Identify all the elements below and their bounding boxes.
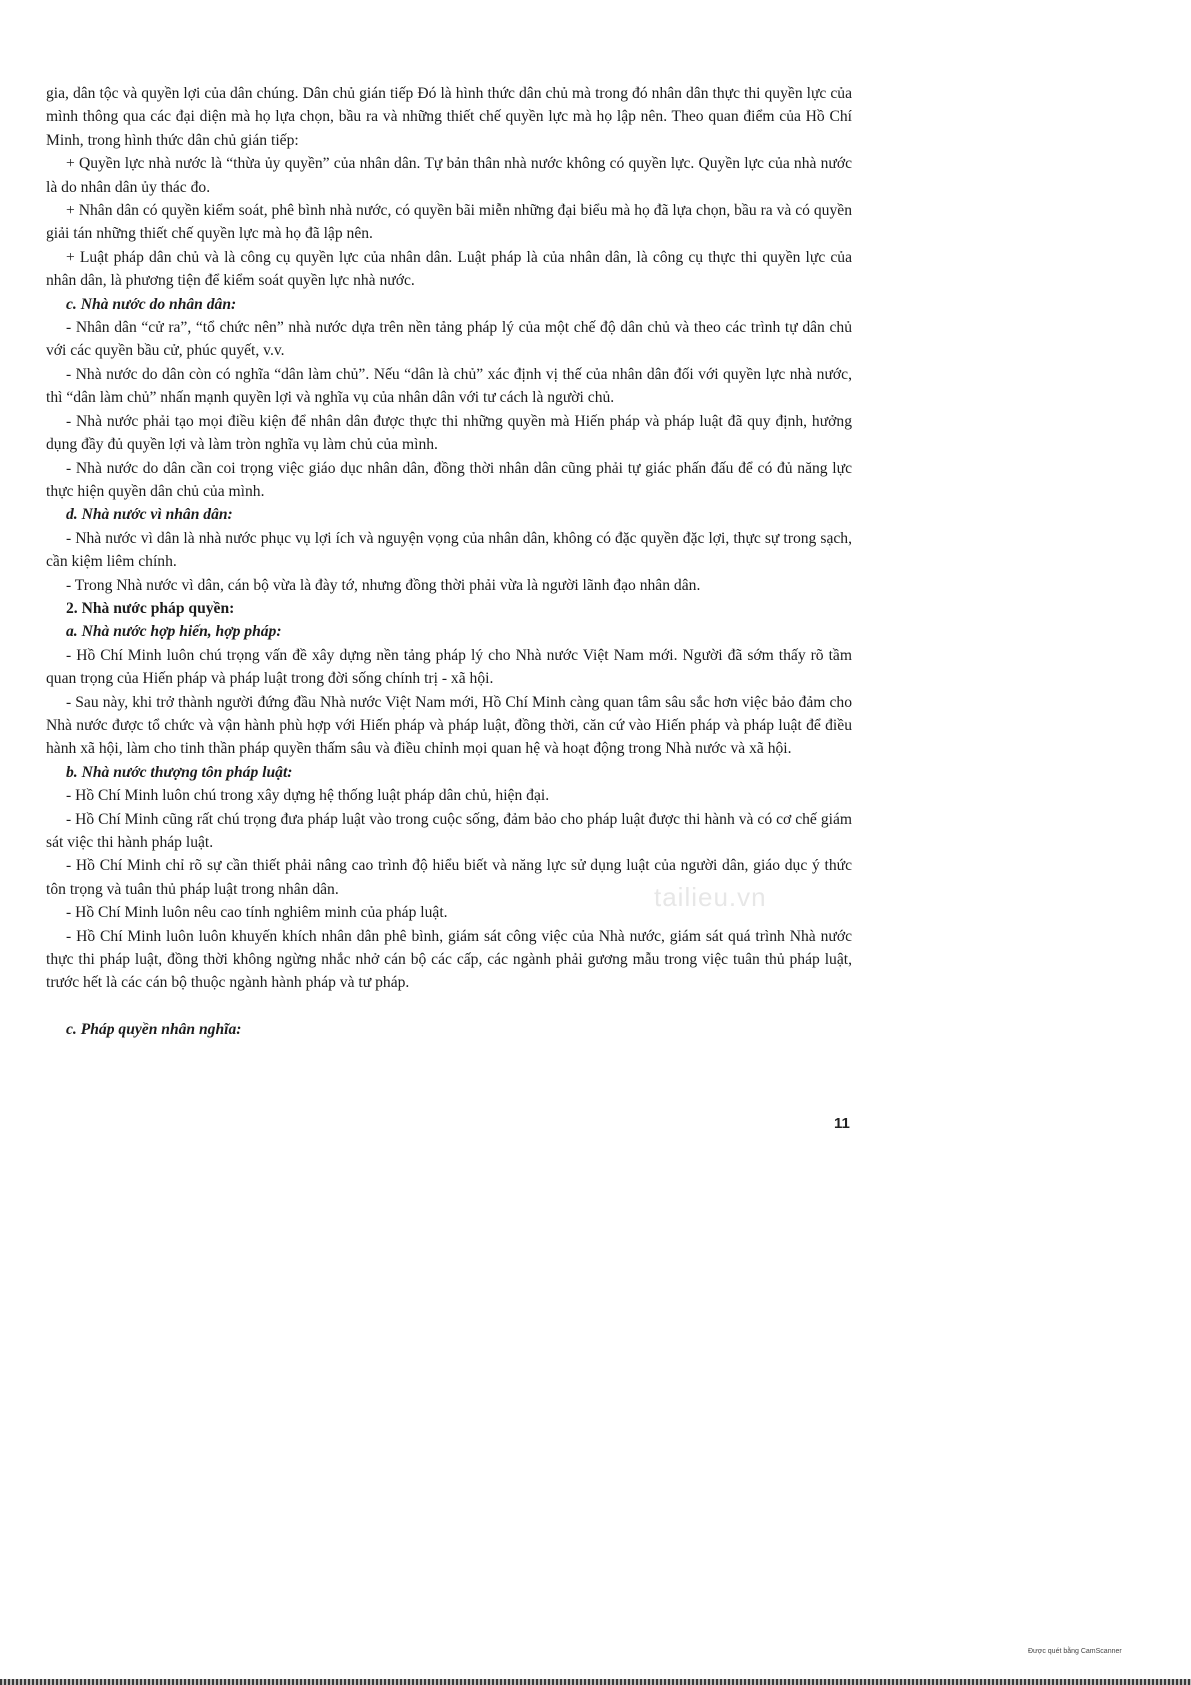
paragraph: - Nhân dân “cử ra”, “tổ chức nên” nhà nước dựa trên nền tảng pháp lý của một chế độ dân chủ và theo các trình tự dân chủ với các quyền bầu cử, phúc quyết, v.v. — [46, 319, 852, 360]
paragraph: - Hồ Chí Minh luôn chú trong xây dựng hệ thống luật pháp dân chủ, hiện đại. — [66, 787, 550, 805]
paragraph: + Quyền lực nhà nước là “thừa ủy quyền” của nhân dân. Tự bản thân nhà nước không có quyền lực. Quyền lực của nhà nước là do nhân dân ủy thác đo. — [46, 155, 852, 196]
paragraph: + Nhân dân có quyền kiểm soát, phê bình nhà nước, có quyền bãi miễn những đại biểu mà họ đã lựa chọn, bầu ra và có quyền giải tán những thiết chế quyền lực mà họ đã lập nên. — [46, 202, 852, 243]
page-number: 11 — [834, 1115, 850, 1132]
paragraph: - Hồ Chí Minh luôn chú trọng vấn đề xây dựng nền tảng pháp lý cho Nhà nước Việt Nam mới. Người đã sớm thấy rõ tầm quan trọng của Hiến pháp và pháp luật trong đời sống chính trị - xã hội. — [46, 646, 852, 688]
paragraph: - Hồ Chí Minh chỉ rõ sự cần thiết phải nâng cao trình độ hiểu biết và năng lực sử dụng luật của người dân, giáo dục ý thức tôn trọng và tuân thủ pháp luật trong nhân dân. — [46, 857, 852, 898]
section-heading: d. Nhà nước vì nhân dân: — [66, 506, 233, 524]
section-heading: c. Pháp quyền nhân nghĩa: — [66, 1020, 242, 1038]
section-heading: c. Nhà nước do nhân dân: — [66, 295, 237, 313]
blank-line — [46, 995, 852, 1018]
paragraph: + Luật pháp dân chủ và là công cụ quyền lực của nhân dân. Luật pháp là của nhân dân, là công cụ thực thi quyền lực của nhân dân, là phương tiện để kiểm soát quyền lực nhà nước. — [46, 248, 852, 290]
paragraph: - Nhà nước phải tạo mọi điều kiện để nhân dân được thực thi những quyền mà Hiến pháp và pháp luật đã quy định, hưởng dụng đầy đủ quyền lợi và làm tròn nghĩa vụ làm chủ của mình. — [46, 412, 852, 454]
section-heading: a. Nhà nước hợp hiến, hợp pháp: — [66, 623, 282, 641]
section-heading: b. Nhà nước thượng tôn pháp luật: — [66, 763, 293, 781]
watermark: tailieu.vn — [654, 882, 767, 912]
paragraph: - Sau này, khi trở thành người đứng đầu Nhà nước Việt Nam mới, Hồ Chí Minh càng quan tâm sâu sắc hơn việc bảo đảm cho Nhà nước được tổ chức và vận hành phù hợp với Hiến pháp và pháp luật, đồng thời, căn cứ vào Hiến pháp và pháp luật để điều hành xã hội, làm cho tinh thần pháp quyền thấm sâu và điều chỉnh mọi quan hệ và hoạt động trong Nhà nước và xã hội. — [46, 693, 852, 758]
paragraph: - Nhà nước vì dân là nhà nước phục vụ lợi ích và nguyện vọng của nhân dân, không có đặc quyền đặc lợi, thực sự trong sạch, cần kiệm liêm chính. — [46, 529, 852, 571]
paragraph: - Hồ Chí Minh luôn luôn khuyến khích nhân dân phê bình, giám sát công việc của Nhà nước, giám sát quá trình Nhà nước thực thi pháp luật, đồng thời không ngừng nhắc nhở cán bộ các cấp, các ngành phải gương mẫu trong việc tuân thủ pháp luật, trước hết là các cán bộ thuộc ngành hành pháp và tư pháp. — [46, 927, 852, 992]
scanner-footer-note: Được quét bằng CamScanner — [1028, 1648, 1122, 1655]
paragraph: - Nhà nước do dân cần coi trọng việc giáo dục nhân dân, đồng thời nhân dân cũng phải tự giác phấn đấu để có đủ năng lực thực hiện quyền dân chủ của mình. — [46, 459, 852, 500]
paragraph: gia, dân tộc và quyền lợi của dân chúng. Dân chủ gián tiếp Đó là hình thức dân chủ mà trong đó nhân dân thực thi quyền lực của mình thông qua các đại diện mà họ lựa chọn, bầu ra và những thiết chế quyền lực mà họ lập nên. Theo quan điểm của Hồ Chí Minh, trong hình thức dân chủ gián tiếp: — [46, 85, 852, 149]
paragraph: - Trong Nhà nước vì dân, cán bộ vừa là đày tớ, nhưng đồng thời phải vừa là người lãnh đạo nhân dân. — [66, 576, 701, 594]
scan-edge-strip — [0, 1679, 1191, 1685]
section-heading: 2. Nhà nước pháp quyền: — [66, 599, 235, 617]
paragraph: - Hồ Chí Minh cũng rất chú trọng đưa pháp luật vào trong cuộc sống, đảm bảo cho pháp luật được thi hành và có cơ chế giám sát việc thi hành pháp luật. — [46, 810, 852, 851]
paragraph: - Nhà nước do dân còn có nghĩa “dân làm chủ”. Nếu “dân là chủ” xác định vị thế của nhân dân đối với quyền lực nhà nước, thì “dân làm chủ” nhấn mạnh quyền lợi và nghĩa vụ của nhân dân với tư cách là người chủ. — [46, 365, 852, 407]
paragraph: - Hồ Chí Minh luôn nêu cao tính nghiêm minh của pháp luật. — [66, 904, 448, 922]
